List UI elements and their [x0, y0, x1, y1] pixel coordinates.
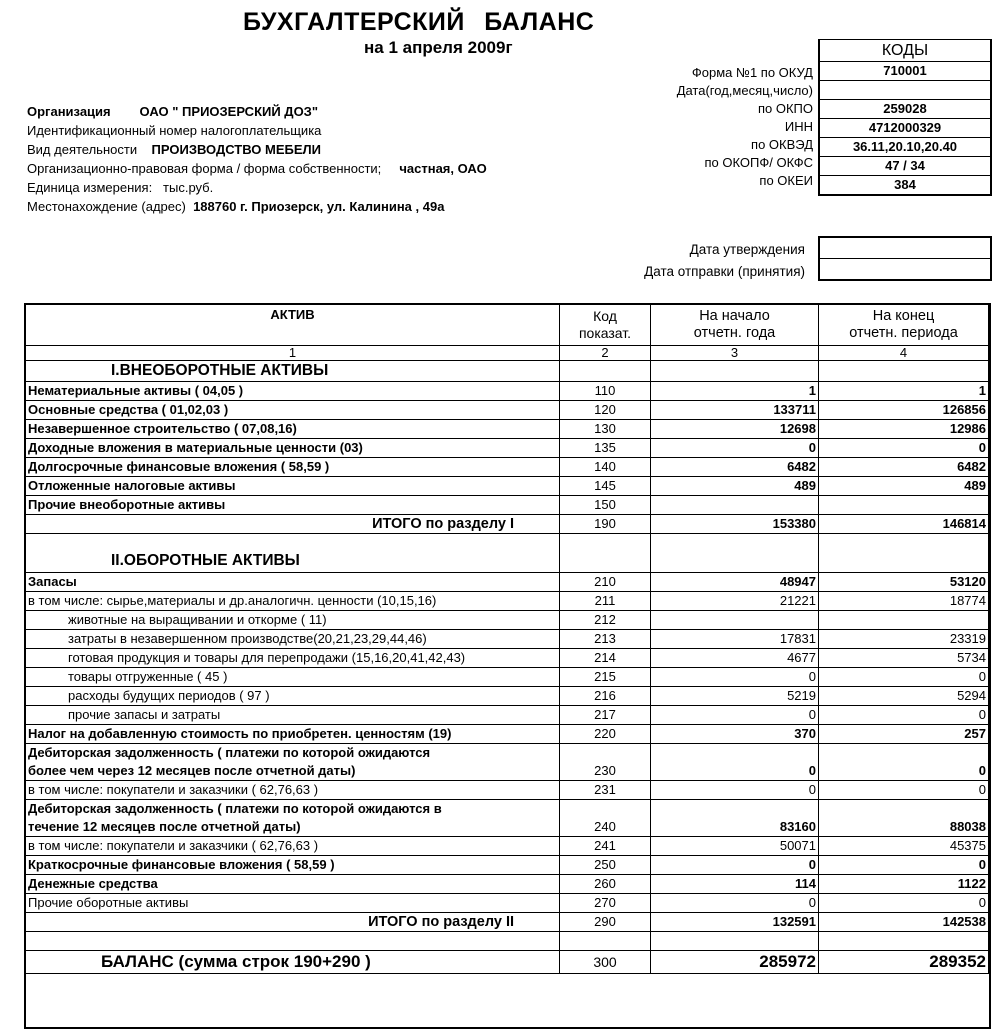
header-asset: АКТИВ	[26, 305, 560, 346]
row-start-value: 133711	[651, 401, 819, 420]
code-value	[820, 81, 990, 100]
row-label: Запасы	[26, 573, 560, 592]
section-title: II.ОБОРОТНЫЕ АКТИВЫ	[26, 534, 560, 573]
table-row	[26, 573, 989, 592]
row-code: 210	[560, 573, 651, 592]
codes-header: КОДЫ	[820, 39, 990, 62]
table-row	[26, 706, 989, 725]
row-code: 241	[560, 837, 651, 856]
row-code: 231	[560, 781, 651, 800]
section-title: I.ВНЕОБОРОТНЫЕ АКТИВЫ	[26, 361, 560, 382]
row-label: Прочие оборотные активы	[26, 894, 560, 913]
table-row	[26, 630, 989, 649]
row-end-value: 0	[819, 706, 989, 725]
unit-label: Единица измерения:	[27, 180, 153, 195]
code-value: 710001	[820, 62, 990, 81]
code-value: 47 / 34	[820, 157, 990, 176]
total-start: 132591	[651, 913, 819, 932]
row-label: Нематериальные активы ( 04,05 )	[26, 382, 560, 401]
approval-date-label: Дата утверждения	[689, 242, 805, 257]
row-label: Налог на добавленную стоимость по приобретен. ценностям (19)	[26, 725, 560, 744]
table-row	[26, 458, 989, 477]
total-label: ИТОГО по разделу I	[26, 515, 560, 534]
code-value: 4712000329	[820, 119, 990, 138]
row-end-value: 53120	[819, 573, 989, 592]
code-label: по ОКПО	[757, 101, 813, 116]
inn-label: Идентификационный номер налогоплательщика	[27, 123, 322, 138]
code-label: по ОКЕИ	[759, 173, 813, 188]
balance-label: БАЛАНС (сумма строк 190+290 )	[26, 951, 560, 974]
row-start-value: 114	[651, 875, 819, 894]
dates-labels	[560, 240, 805, 284]
balance-code: 300	[560, 951, 651, 974]
header-end: На конец отчетн. периода	[819, 305, 989, 346]
table-row	[26, 477, 989, 496]
row-code: 230	[560, 762, 651, 781]
row-label: Долгосрочные финансовые вложения ( 58,59 )	[26, 458, 560, 477]
address-value: 188760 г. Приозерск, ул. Калинина , 49а	[193, 199, 445, 214]
table-row	[26, 781, 989, 800]
table-row	[26, 744, 989, 763]
row-start-value: 17831	[651, 630, 819, 649]
row-start-value: 5219	[651, 687, 819, 706]
org-value: ОАО " ПРИОЗЕРСКИЙ ДОЗ"	[139, 104, 318, 119]
row-code: 220	[560, 725, 651, 744]
table-row	[26, 611, 989, 630]
table-row	[26, 837, 989, 856]
sent-date-field[interactable]	[820, 259, 990, 279]
colnum: 3	[651, 346, 819, 361]
table-row	[26, 687, 989, 706]
row-start-value: 4677	[651, 649, 819, 668]
row-label: готовая продукция и товары для перепродажи (15,16,20,41,42,43)	[26, 649, 560, 668]
activity-label: Вид деятельности	[27, 142, 138, 157]
row-start-value	[651, 611, 819, 630]
section-row	[26, 361, 989, 382]
row-end-value: 126856	[819, 401, 989, 420]
org-info	[27, 102, 487, 216]
row-end-value: 45375	[819, 837, 989, 856]
row-end-value	[819, 496, 989, 515]
activity-value: ПРОИЗВОДСТВО МЕБЕЛИ	[151, 142, 322, 157]
row-start-value: 50071	[651, 837, 819, 856]
row-start-value: 0	[651, 668, 819, 687]
unit-value: тыс.руб.	[163, 180, 214, 195]
row-start-value: 370	[651, 725, 819, 744]
table-row	[26, 401, 989, 420]
row-code: 145	[560, 477, 651, 496]
row-label: животные на выращивании и откорме ( 11)	[26, 611, 560, 630]
code-label: по ОКОПФ/ ОКФС	[704, 155, 813, 170]
form-label: Организационно-правовая форма / форма собственности;	[27, 161, 382, 176]
total-row	[26, 515, 989, 534]
row-label: Краткосрочные финансовые вложения ( 58,59 )	[26, 856, 560, 875]
table-row	[26, 649, 989, 668]
table-row	[26, 762, 989, 781]
row-code: 212	[560, 611, 651, 630]
colnum-row	[26, 346, 989, 361]
row-label: Доходные вложения в материальные ценности (03)	[26, 439, 560, 458]
table-row	[26, 856, 989, 875]
row-end-value: 88038	[819, 818, 989, 837]
balance-row	[26, 951, 989, 974]
row-label: расходы будущих периодов ( 97 )	[26, 687, 560, 706]
row-label-line1: Дебиторская задолженность ( платежи по которой ожидаются в	[26, 800, 560, 819]
row-code: 217	[560, 706, 651, 725]
row-end-value: 489	[819, 477, 989, 496]
total-end: 146814	[819, 515, 989, 534]
table-row	[26, 496, 989, 515]
table-row	[26, 894, 989, 913]
row-start-value: 0	[651, 894, 819, 913]
total-label: ИТОГО по разделу II	[26, 913, 560, 932]
row-start-value: 0	[651, 762, 819, 781]
row-start-value: 0	[651, 781, 819, 800]
row-start-value: 0	[651, 856, 819, 875]
row-end-value: 0	[819, 781, 989, 800]
row-code: 216	[560, 687, 651, 706]
codes-box	[818, 39, 992, 196]
colnum: 4	[819, 346, 989, 361]
code-label: Форма №1 по ОКУД	[691, 65, 813, 80]
row-start-value: 12698	[651, 420, 819, 439]
colnum: 2	[560, 346, 651, 361]
row-label: Основные средства ( 01,02,03 )	[26, 401, 560, 420]
row-end-value: 12986	[819, 420, 989, 439]
row-end-value: 0	[819, 439, 989, 458]
row-start-value: 0	[651, 439, 819, 458]
row-end-value	[819, 611, 989, 630]
row-label: затраты в незавершенном производстве(20,21,23,29,44,46)	[26, 630, 560, 649]
total-start: 153380	[651, 515, 819, 534]
org-label: Организация	[27, 104, 111, 119]
balance-table	[25, 304, 989, 974]
row-code: 240	[560, 818, 651, 837]
table-row	[26, 875, 989, 894]
row-code: 250	[560, 856, 651, 875]
table-row	[26, 818, 989, 837]
row-label: в том числе: покупатели и заказчики ( 62,76,63 )	[26, 837, 560, 856]
row-end-value: 0	[819, 762, 989, 781]
row-code: 150	[560, 496, 651, 515]
header-start: На начало отчетн. года	[651, 305, 819, 346]
page-title: БУХГАЛТЕРСКИЙ БАЛАНС	[243, 8, 595, 36]
row-end-value: 257	[819, 725, 989, 744]
row-end-value: 18774	[819, 592, 989, 611]
row-end-value: 5294	[819, 687, 989, 706]
row-label: более чем через 12 месяцев после отчетной даты)	[26, 762, 560, 781]
row-label: прочие запасы и затраты	[26, 706, 560, 725]
table-row	[26, 382, 989, 401]
total-code: 190	[560, 515, 651, 534]
row-code: 110	[560, 382, 651, 401]
row-end-value: 0	[819, 856, 989, 875]
row-code: 140	[560, 458, 651, 477]
table-row	[26, 725, 989, 744]
row-end-value: 6482	[819, 458, 989, 477]
total-row	[26, 913, 989, 932]
balance-end: 289352	[819, 951, 989, 974]
row-code: 214	[560, 649, 651, 668]
balance-start: 285972	[651, 951, 819, 974]
row-end-value: 1	[819, 382, 989, 401]
row-code: 270	[560, 894, 651, 913]
code-value: 36.11,20.10,20.40	[820, 138, 990, 157]
row-label: Прочие внеоборотные активы	[26, 496, 560, 515]
row-end-value: 0	[819, 894, 989, 913]
approval-date-field[interactable]	[820, 238, 990, 259]
spacer-row	[26, 932, 989, 951]
codes-labels	[600, 61, 813, 190]
row-label: в том числе: покупатели и заказчики ( 62,76,63 )	[26, 781, 560, 800]
page-subtitle: на 1 апреля 2009г	[364, 38, 513, 57]
table-row	[26, 668, 989, 687]
address-label: Местонахождение (адрес)	[27, 199, 186, 214]
table-row	[26, 800, 989, 819]
row-start-value: 0	[651, 706, 819, 725]
row-start-value: 83160	[651, 818, 819, 837]
table-row	[26, 439, 989, 458]
row-start-value: 21221	[651, 592, 819, 611]
table-header-row	[26, 305, 989, 346]
row-label-line1: Дебиторская задолженность ( платежи по которой ожидаются	[26, 744, 560, 763]
total-end: 142538	[819, 913, 989, 932]
row-end-value: 0	[819, 668, 989, 687]
row-label: Денежные средства	[26, 875, 560, 894]
code-label: по ОКВЭД	[751, 137, 813, 152]
row-start-value: 489	[651, 477, 819, 496]
total-code: 290	[560, 913, 651, 932]
section-row	[26, 534, 989, 573]
dates-box	[818, 236, 992, 281]
row-start-value: 6482	[651, 458, 819, 477]
table-row	[26, 420, 989, 439]
row-code: 213	[560, 630, 651, 649]
row-label: товары отгруженные ( 45 )	[26, 668, 560, 687]
code-label: ИНН	[784, 119, 813, 134]
table-row	[26, 592, 989, 611]
row-start-value	[651, 496, 819, 515]
row-label: течение 12 месяцев после отчетной даты)	[26, 818, 560, 837]
header-code: Код показат.	[560, 305, 651, 346]
row-start-value: 1	[651, 382, 819, 401]
colnum: 1	[26, 346, 560, 361]
code-value: 384	[894, 177, 916, 192]
form-value: частная, ОАО	[399, 161, 487, 176]
row-code: 120	[560, 401, 651, 420]
row-code: 260	[560, 875, 651, 894]
code-value: 259028	[820, 100, 990, 119]
row-label: Незавершенное строительство ( 07,08,16)	[26, 420, 560, 439]
row-label: Отложенные налоговые активы	[26, 477, 560, 496]
row-end-value: 5734	[819, 649, 989, 668]
row-code: 130	[560, 420, 651, 439]
row-label: в том числе: сырье,материалы и др.аналогичн. ценности (10,15,16)	[26, 592, 560, 611]
code-label: Дата(год,месяц,число)	[676, 83, 813, 98]
row-end-value: 1122	[819, 875, 989, 894]
row-code: 135	[560, 439, 651, 458]
row-code: 215	[560, 668, 651, 687]
row-code: 211	[560, 592, 651, 611]
row-start-value: 48947	[651, 573, 819, 592]
sent-date-label: Дата отправки (принятия)	[644, 264, 805, 279]
row-end-value: 23319	[819, 630, 989, 649]
